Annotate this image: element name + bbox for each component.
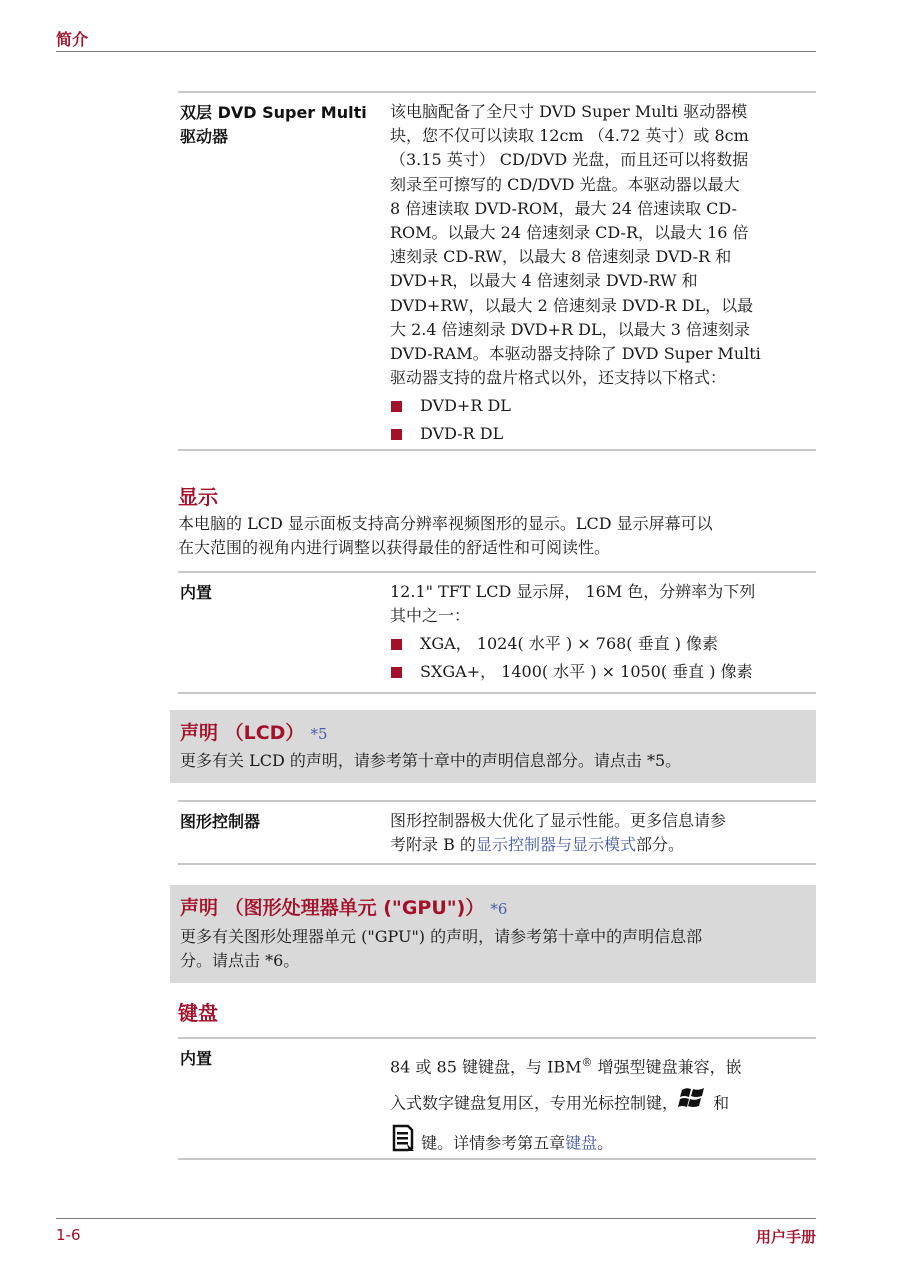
desc-line xyxy=(390,833,805,857)
windows-key-icon xyxy=(678,1084,708,1124)
intro-line: 在大范围的视角内进行调整以获得最佳的舒适性和可阅读性。 xyxy=(178,538,611,557)
spec-desc-builtin-display xyxy=(390,580,805,684)
spec-row-keyboard xyxy=(178,1037,816,1160)
note-gpu-ref-link[interactable]: *6 xyxy=(490,900,508,918)
registered-mark: ® xyxy=(581,1056,593,1069)
desc-line xyxy=(390,1084,805,1124)
desc-text: 部分。 xyxy=(635,835,684,855)
note-lcd-ref-link[interactable]: *5 xyxy=(310,725,328,743)
footer-divider xyxy=(56,1218,816,1219)
keyboard-chapter-link[interactable]: 键盘 xyxy=(565,1133,598,1153)
note-gpu-title xyxy=(180,893,507,920)
bullet-item: DVD+R DL xyxy=(390,394,805,418)
bullet-item: DVD-R DL xyxy=(390,422,805,446)
desc-line: （3.15 英寸） CD/DVD 光盘，而且还可以将数据 xyxy=(390,150,749,170)
running-header-title: 简介 xyxy=(56,30,89,49)
section-title-display: 显示 xyxy=(178,485,218,509)
spec-term-graphics-controller: 图形控制器 xyxy=(180,812,261,831)
desc-text: 增强型键盘兼容，嵌 xyxy=(592,1057,742,1077)
spec-row-builtin-display xyxy=(178,571,816,694)
header-divider xyxy=(56,51,816,52)
spec-desc-keyboard xyxy=(390,1046,805,1164)
bullet-item: SXGA+， 1400( 水平 ) × 1050( 垂直 ) 像素 xyxy=(390,660,805,684)
note-gpu-heading: 声明 （图形处理器单元 ("GPU")） xyxy=(180,897,485,919)
desc-line: DVD+RW，以最大 2 倍速刻录 DVD-R DL，以最 xyxy=(390,295,754,315)
note-lcd-heading: 声明 （LCD） xyxy=(180,722,305,744)
intro-line: 本电脑的 LCD 显示面板支持高分辨率视频图形的显示。LCD 显示屏幕可以 xyxy=(178,514,713,533)
desc-text: 84 或 85 键键盘，与 IBM xyxy=(390,1057,582,1077)
display-modes-link[interactable]: 显示控制器与显示模式 xyxy=(475,835,636,855)
desc-line: DVD+R，以最大 4 倍速刻录 DVD-RW 和 xyxy=(390,271,698,291)
desc-text: 入式数字键盘复用区，专用光标控制键， xyxy=(390,1093,679,1113)
desc-line: 速刻录 CD-RW，以最大 8 倍速刻录 DVD-R 和 xyxy=(390,247,732,267)
note-line: 更多有关 LCD 的声明，请参考第十章中的声明信息部分。请点击 *5。 xyxy=(180,751,682,770)
spec-term-dvd-drive: 双层 DVD Super Multi 驱动器 xyxy=(180,103,367,146)
note-gpu-body xyxy=(180,925,808,973)
spec-term-builtin-display: 内置 xyxy=(180,583,213,602)
desc-line: 该电脑配备了全尺寸 DVD Super Multi 驱动器模 xyxy=(390,102,748,121)
desc-line: 块，您不仅可以读取 12cm （4.72 英寸）或 8cm xyxy=(390,126,749,146)
spec-term-keyboard: 内置 xyxy=(180,1049,213,1068)
desc-line: ROM。以最大 24 倍速刻录 CD-R，以最大 16 倍 xyxy=(390,223,749,243)
desc-text: 和 xyxy=(708,1093,730,1113)
application-key-icon xyxy=(390,1124,416,1164)
desc-line: 其中之一： xyxy=(390,606,471,626)
desc-text: 。 xyxy=(597,1133,614,1153)
spec-desc-dvd-drive xyxy=(390,100,805,446)
desc-line: DVD-RAM。本驱动器支持除了 DVD Super Multi xyxy=(390,344,761,364)
desc-line xyxy=(390,1046,805,1084)
desc-line: 图形控制器极大优化了显示性能。更多信息请参 xyxy=(390,811,727,830)
note-lcd-title xyxy=(180,718,327,745)
display-intro xyxy=(178,512,816,560)
desc-line: 驱动器支持的盘片格式以外，还支持以下格式： xyxy=(390,368,727,388)
desc-text: 键。详情参考第五章 xyxy=(416,1133,566,1153)
spec-desc-graphics-controller xyxy=(390,809,805,857)
desc-line: 8 倍速读取 DVD-ROM，最大 24 倍速读取 CD- xyxy=(390,198,737,218)
note-line: 分。请点击 *6。 xyxy=(180,951,300,970)
bullet-item: XGA， 1024( 水平 ) × 768( 垂直 ) 像素 xyxy=(390,632,805,656)
desc-line: 12.1" TFT LCD 显示屏， 16M 色，分辨率为下列 xyxy=(390,582,756,601)
spec-row-dvd-drive xyxy=(178,91,816,451)
page-number: 1-6 xyxy=(56,1226,81,1244)
manual-name: 用户手册 xyxy=(755,1228,816,1246)
note-gpu xyxy=(170,885,816,983)
desc-line: 刻录至可擦写的 CD/DVD 光盘。本驱动器以最大 xyxy=(390,174,740,194)
note-lcd xyxy=(170,710,816,783)
spec-row-graphics-controller xyxy=(178,800,816,865)
desc-line: 大 2.4 倍速刻录 DVD+R DL，以最大 3 倍速刻录 xyxy=(390,319,750,339)
desc-line xyxy=(390,1124,805,1164)
section-title-keyboard: 键盘 xyxy=(178,1001,218,1025)
note-line: 更多有关图形处理器单元 ("GPU") 的声明，请参考第十章中的声明信息部 xyxy=(180,927,703,946)
desc-text: 考附录 B 的 xyxy=(390,835,476,855)
note-lcd-body xyxy=(180,749,808,773)
